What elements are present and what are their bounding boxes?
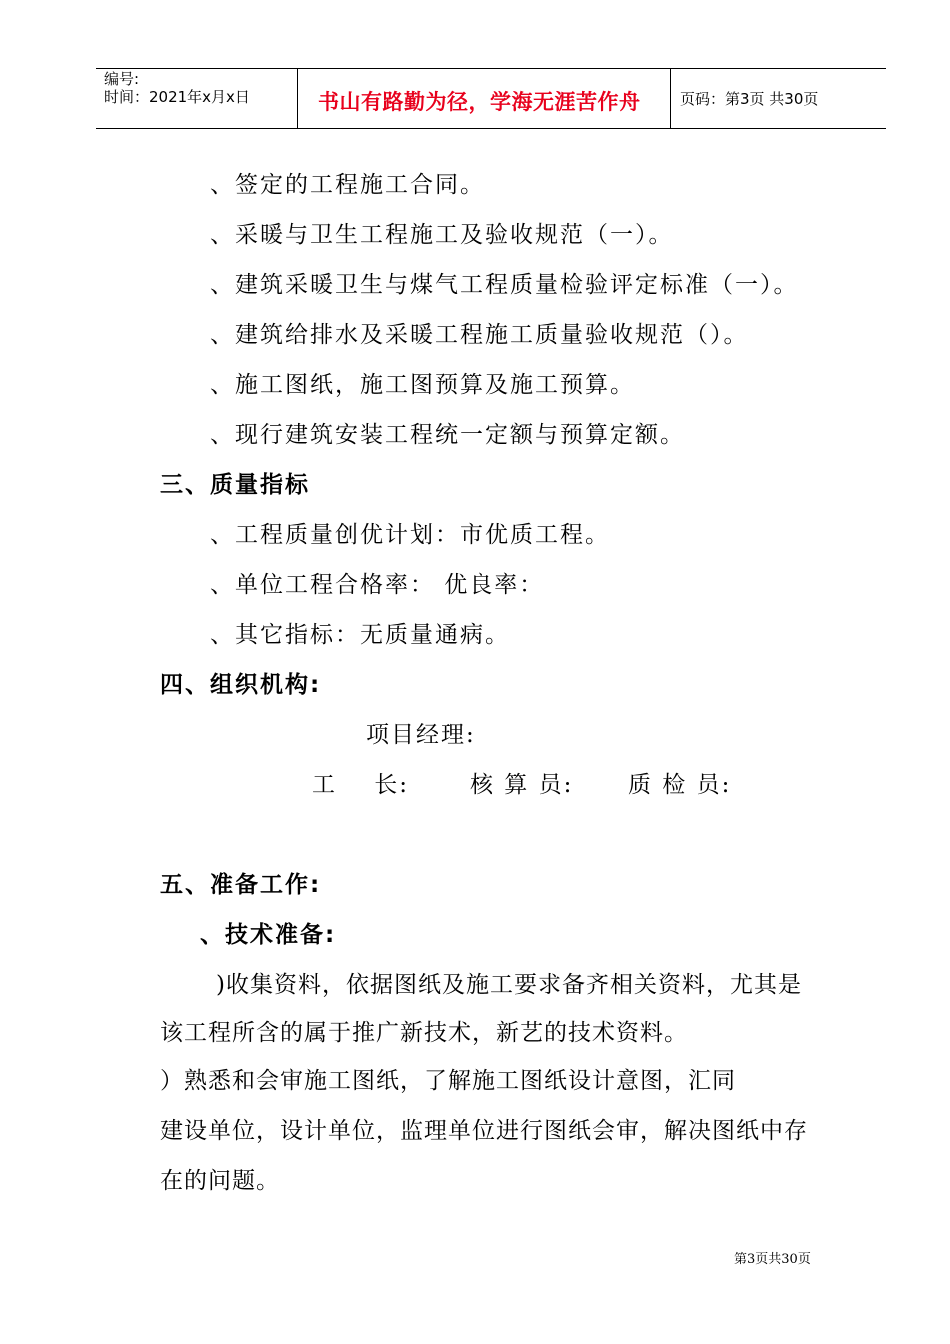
basis-item-2: 、采暖与卫生工程施工及验收规范（一）。 <box>210 222 674 248</box>
basis-item-3: 、建筑采暖卫生与煤气工程质量检验评定标准（一）。 <box>210 272 799 298</box>
section5-p1-line1: )收集资料，依据图纸及施工要求备齐相关资料，尤其是 <box>216 972 802 998</box>
section3-title: 三、质量指标 <box>160 472 310 498</box>
footer-page-number: 第3页共30页 <box>734 1252 811 1267</box>
header-number: 编号: <box>104 70 140 88</box>
basis-item-6: 、现行建筑安装工程统一定额与预算定额。 <box>210 422 685 448</box>
section4-title: 四、组织机构: <box>160 672 322 698</box>
org-inspector: 质 检 员: <box>628 772 732 798</box>
section5-p2-line3: 在的问题。 <box>160 1168 280 1194</box>
basis-item-5: 、施工图纸，施工图预算及施工预算。 <box>210 372 635 398</box>
section5-title: 五、准备工作: <box>160 872 322 898</box>
header-divider-right <box>670 68 671 129</box>
section5-p1-line2: 该工程所含的属于推广新技术，新艺的技术资料。 <box>160 1020 688 1046</box>
org-manager: 项目经理: <box>366 722 476 748</box>
header-date: 时间：2021年x月x日 <box>104 88 250 106</box>
basis-item-4: 、建筑给排水及采暖工程施工质量验收规范（）。 <box>210 322 749 348</box>
header-bottom-rule <box>96 128 886 129</box>
section3-item-3: 、其它指标：无质量通病。 <box>210 622 510 648</box>
org-foreman: 工 长: <box>312 772 409 798</box>
section3-item-2: 、单位工程合格率： 优良率： <box>210 572 545 598</box>
org-accountant: 核 算 员: <box>470 772 574 798</box>
section3-item-1: 、工程质量创优计划：市优质工程。 <box>210 522 610 548</box>
basis-item-1: 、签定的工程施工合同。 <box>210 172 485 198</box>
header-divider-left <box>297 68 298 129</box>
header-motto: 书山有路勤为径，学海无涯苦作舟 <box>318 90 641 114</box>
header-top-rule <box>96 68 886 69</box>
section5-subtitle: 、技术准备: <box>200 922 337 948</box>
header-page: 页码：第3页 共30页 <box>680 90 819 108</box>
section5-p2-line1: ）熟悉和会审施工图纸，了解施工图纸设计意图，汇同 <box>160 1068 736 1094</box>
section5-p2-line2: 建设单位，设计单位，监理单位进行图纸会审，解决图纸中存 <box>160 1118 808 1144</box>
